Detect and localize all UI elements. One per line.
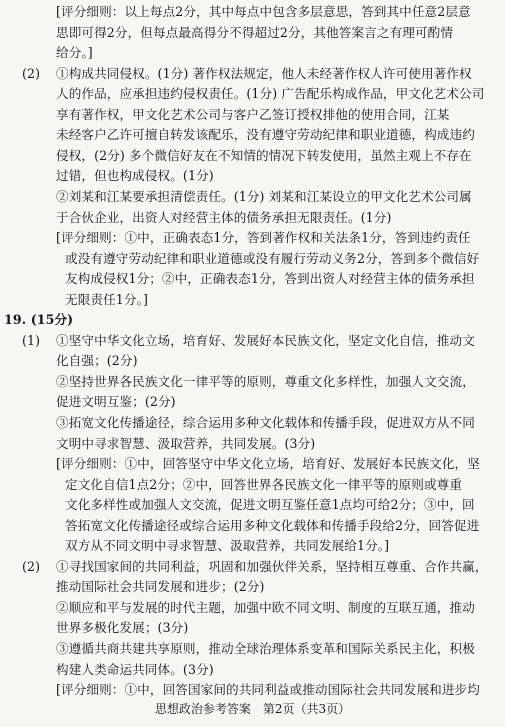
answer-line: 世界多极化发展；(3分) — [56, 620, 189, 636]
rubric-line: 友构成侵权1分；②中，正确表态1分，答到出资人对经营主体的债务承担 — [65, 271, 475, 287]
answer-line: 于合伙企业，出资人对经营主体的债务承担无限责任。(1分) — [56, 209, 392, 225]
rubric-line: 思即可得2分，但每点最高得分不得超过2分，其他答案言之有理可酌情 — [56, 24, 454, 40]
answer-line: 侵权，(2分) 多个微信好友在不知情的情况下转发使用，虽然主观上不存在 — [56, 147, 472, 163]
subquestion-number: (2) — [22, 65, 41, 81]
rubric-line: 定文化自信1点2分；②中，回答世界各民族文化一律平等的原则或尊重 — [65, 476, 463, 492]
page-footer: 思想政治参考答案 第2页（共3页） — [154, 702, 351, 716]
answer-line: ①坚守中华文化立场，培育好、发展好本民族文化，坚定文化自信，推动文 — [56, 332, 475, 348]
subquestion-number: (1) — [22, 332, 41, 348]
answer-line: ②刘某和江某要承担清偿责任。(1分) 刘某和江某设立的甲文化艺术公司属 — [56, 188, 472, 204]
answer-line: 构建人类命运共同体。(3分) — [56, 661, 214, 677]
rubric-line: [评分细则：①中，正确表态1分，答到著作权和关法条1分，答到违约责任 — [56, 230, 471, 245]
rubric-line: 无限责任1分。] — [65, 291, 148, 307]
answer-line: 未经客户乙许可擅自转发该配乐，没有遵守劳动纪律和职业道德，构成违约 — [56, 127, 475, 143]
question-header: 19. (15分) — [4, 312, 74, 328]
rubric-line: 双方从不同文明中寻求智慧、汲取营养，共同发展给1分。] — [65, 538, 390, 554]
rubric-line: [评分细则：以上每点2分，其中每点中包含多层意思，答到其中任意2层意 — [56, 4, 471, 19]
rubric-line: 给分。] — [56, 45, 93, 61]
subquestion-number: (2) — [22, 558, 41, 574]
rubric-line: 文化多样性或加强人文交流，促进文明互鉴任意1点均可给2分；③中，回 — [65, 497, 475, 513]
rubric-line: [评分细则：①中，回答国家间的共同利益或推动国际社会共同发展和进步均 — [56, 682, 480, 697]
answer-line: 文明中寻求智慧、汲取营养，共同发展。(3分) — [56, 435, 316, 451]
answer-line: 推动国际社会共同发展和进步；(2分) — [56, 579, 265, 595]
answer-line: ①构成共同侵权。(1分) 著作权法规定，他人未经著作权人许可使用著作权 — [56, 65, 472, 81]
rubric-line: 答拓宽文化传播途径或综合运用多种文化载体和传播手段给2分，回答促进 — [65, 517, 480, 533]
answer-line: ③拓宽文化传播途径，综合运用多种文化载体和传播手段，促进双方从不同 — [56, 414, 475, 430]
rubric-line: [评分细则：①中，回答坚守中华文化立场，培育好、发展好本民族文化，坚 — [56, 456, 480, 471]
answer-line: ②顺应和平与发展的时代主题，加强中欧不同文明、制度的互联互通，推动 — [56, 599, 475, 615]
answer-line: 化自强；(2分) — [56, 353, 138, 369]
answer-line: ③遵循共商共建共享原则，推动全球治理体系变革和国际关系民主化，积极 — [56, 640, 475, 656]
rubric-line: 或没有遵守劳动纪律和职业道德或没有履行劳动义务2分，答到多个微信好 — [65, 250, 480, 266]
answer-line: 享有著作权，甲文化艺术公司与客户乙签订授权排他的使用合同，江某 — [56, 106, 450, 122]
answer-line: ①寻找国家间的共同利益，巩固和加强伙伴关系，坚持相互尊重、合作共赢， — [56, 558, 488, 574]
answer-line: ②坚持世界各民族文化一律平等的原则，尊重文化多样性，加强人文交流， — [56, 373, 475, 389]
answer-line: 人的作品，应承担违约侵权责任。(1分) 广告配乐构成作品，甲文化艺术公司 — [56, 86, 485, 102]
answer-line: 促进文明互鉴；(2分) — [56, 394, 176, 410]
answer-line: 过错，但也构成侵权。(1分) — [56, 168, 214, 184]
